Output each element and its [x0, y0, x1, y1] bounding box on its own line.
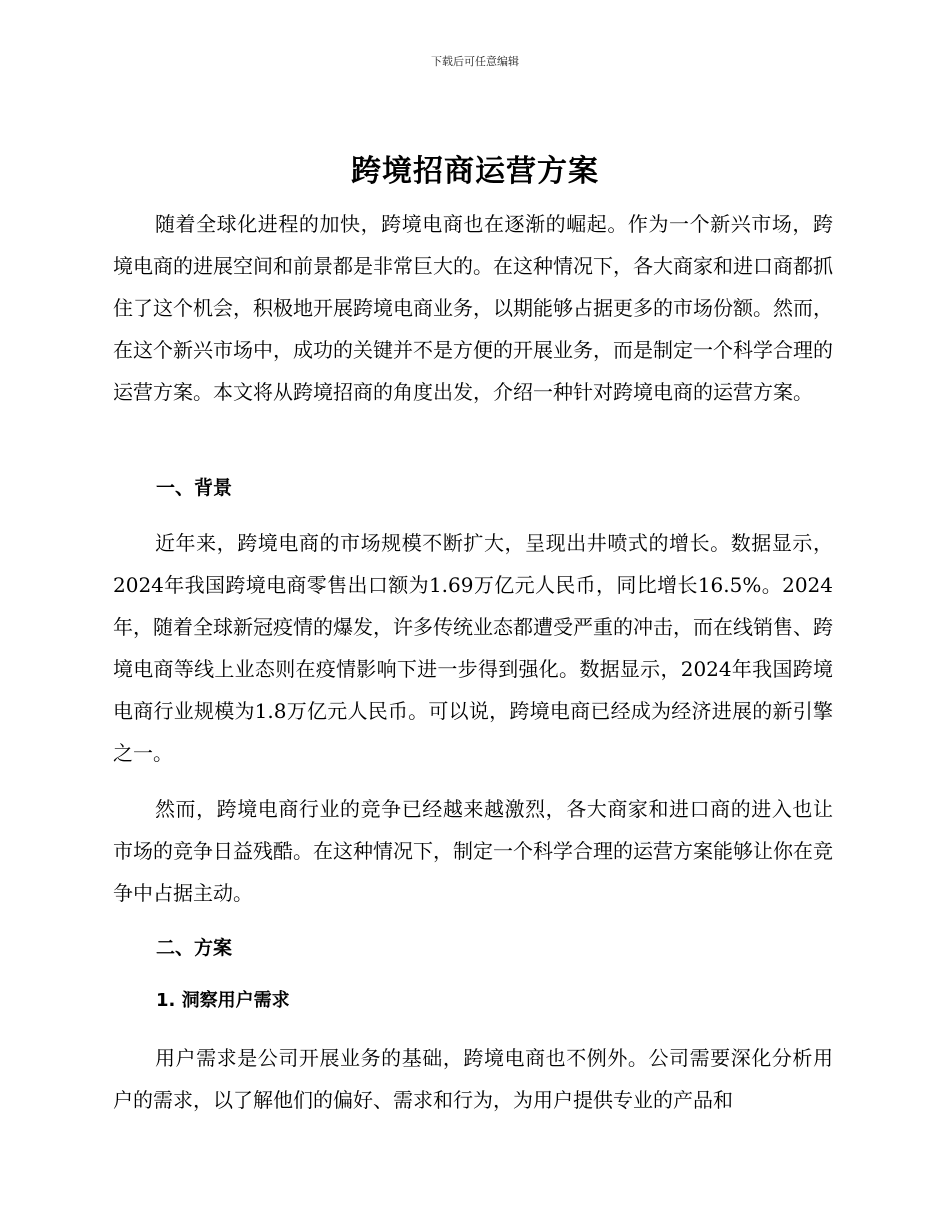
subsection-heading-user-needs: 1. 洞察用户需求 [156, 990, 290, 1011]
section-heading-plan: 二、方案 [156, 937, 233, 959]
background-paragraph-2: 然而，跨境电商行业的竞争已经越来越激烈，各大商家和进口商的进入也让市场的竞争日益残酷。在这种情况下，制定一个科学合理的运营方案能够让你在竞争中占据主动。 [113, 797, 833, 905]
page-header-note: 下载后可任意编辑 [431, 55, 519, 68]
intro-paragraph: 随着全球化进程的加快，跨境电商也在逐渐的崛起。作为一个新兴市场，跨境电商的进展空间和前景都是非常巨大的。在这种情况下，各大商家和进口商都抓住了这个机会，积极地开展跨境电商业务，以期能够占据更多的市场份额。然而，在这个新兴市场中，成功的关键并不是方便的开展业务，而是制定一个科学合理的运营方案。本文将从跨境招商的角度出发，介绍一种针对跨境电商的运营方案。 [113, 212, 833, 404]
user-needs-paragraph: 用户需求是公司开展业务的基础，跨境电商也不例外。公司需要深化分析用户的需求，以了解他们的偏好、需求和行为，为用户提供专业的产品和 [113, 1046, 833, 1112]
document-title: 跨境招商运营方案 [351, 154, 599, 189]
section-heading-background: 一、背景 [156, 477, 233, 499]
background-paragraph-1: 近年来，跨境电商的市场规模不断扩大，呈现出井喷式的增长。数据显示，2024年我国跨境电商零售出口额为1.69万亿元人民币，同比增长16.5%。2024年，随着全球新冠疫情的爆发，许多传统业态都遭受严重的冲击，而在线销售、跨境电商等线上业态则在疫情影响下进一步得到强化。数据显示，2024年我国跨境电商行业规模为1.8万亿元人民币。可以说，跨境电商已经成为经济进展的新引擎之一。 [113, 531, 833, 765]
